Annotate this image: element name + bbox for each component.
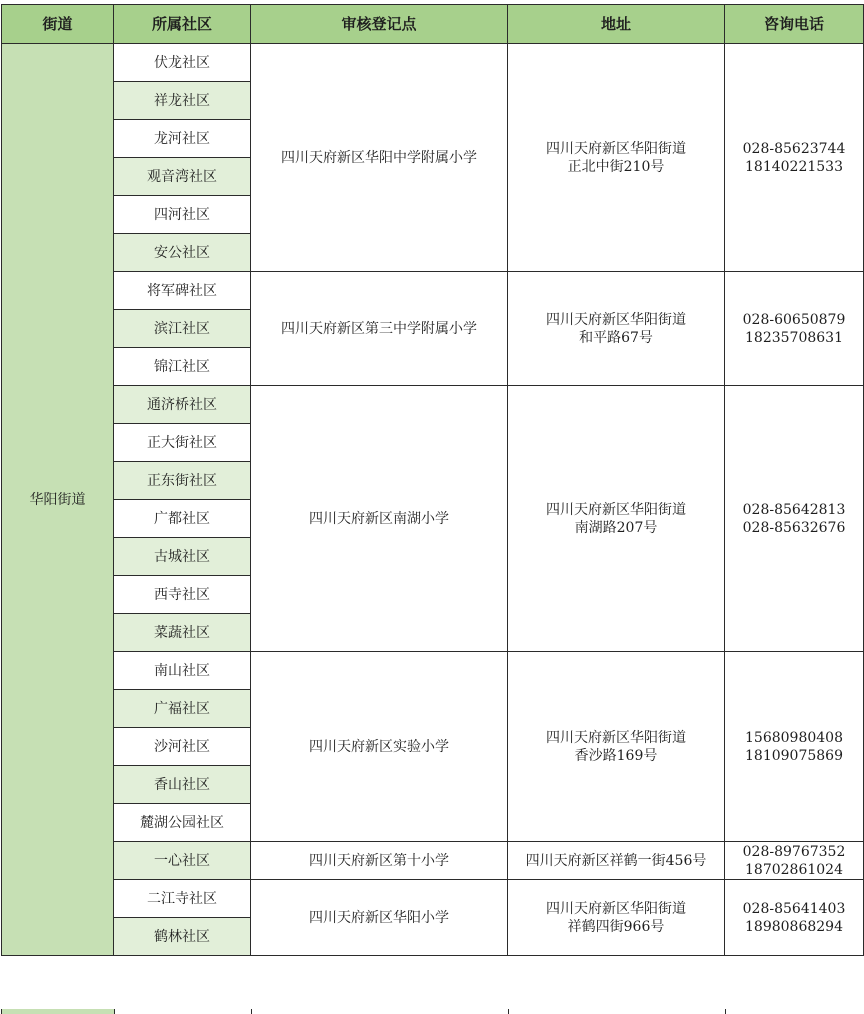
phone-number: 18140221533 xyxy=(745,158,843,175)
address-cell xyxy=(508,652,725,842)
community-cell: 广福社区 xyxy=(114,690,251,728)
community-cell: 菜蔬社区 xyxy=(114,614,251,652)
community-cell: 锦江社区 xyxy=(114,348,251,386)
phone-cell xyxy=(725,272,864,386)
phone-number: 15680980408 xyxy=(745,729,843,746)
community-cell: 滨江社区 xyxy=(114,310,251,348)
address-line: 四川天府新区华阳街道 xyxy=(546,729,686,746)
phone-number: 18980868294 xyxy=(745,918,843,935)
point-cell: 四川天府新区实验小学 xyxy=(251,652,508,842)
address-line: 四川天府新区华阳街道 xyxy=(546,501,686,518)
address-line: 和平路67号 xyxy=(579,329,653,346)
community-cell: 通济桥社区 xyxy=(114,386,251,424)
phone-number: 028-85641403 xyxy=(742,900,846,917)
point-cell: 四川天府新区南湖小学 xyxy=(251,386,508,652)
community-cell: 二江寺社区 xyxy=(114,880,251,918)
column-divider xyxy=(725,1009,726,1014)
community-cell: 麓湖公园社区 xyxy=(114,804,251,842)
community-cell: 观音湾社区 xyxy=(114,158,251,196)
address-cell xyxy=(508,880,725,956)
community-cell: 沙河社区 xyxy=(114,728,251,766)
address-cell xyxy=(508,842,725,880)
address-cell xyxy=(508,272,725,386)
phone-cell xyxy=(725,842,864,880)
address-line: 南湖路207号 xyxy=(574,519,658,536)
address-line: 四川天府新区华阳街道 xyxy=(546,900,686,917)
community-cell: 正大街社区 xyxy=(114,424,251,462)
community-cell: 安公社区 xyxy=(114,234,251,272)
phone-number: 18109075869 xyxy=(745,747,843,764)
table-continuation xyxy=(1,1009,864,1014)
community-cell: 祥龙社区 xyxy=(114,82,251,120)
address-cell xyxy=(508,44,725,272)
table-row xyxy=(2,652,864,690)
street-cell-continuation xyxy=(2,1009,114,1014)
header-point: 审核登记点 xyxy=(251,5,508,44)
header-community: 所属社区 xyxy=(114,5,251,44)
table-row xyxy=(2,386,864,424)
community-cell: 南山社区 xyxy=(114,652,251,690)
point-cell: 四川天府新区华阳中学附属小学 xyxy=(251,44,508,272)
table-row xyxy=(2,44,864,82)
phone-cell xyxy=(725,44,864,272)
header-row xyxy=(2,5,864,44)
community-cell: 鹤林社区 xyxy=(114,918,251,956)
address-line: 祥鹤四街966号 xyxy=(567,918,665,935)
header-street: 街道 xyxy=(2,5,114,44)
address-line: 正北中街210号 xyxy=(567,158,665,175)
community-cell: 将军碑社区 xyxy=(114,272,251,310)
point-cell: 四川天府新区华阳小学 xyxy=(251,880,508,956)
community-cell: 正东街社区 xyxy=(114,462,251,500)
community-cell: 广都社区 xyxy=(114,500,251,538)
address-line: 四川天府新区华阳街道 xyxy=(546,140,686,157)
community-cell: 香山社区 xyxy=(114,766,251,804)
registration-table xyxy=(1,4,864,956)
column-divider xyxy=(508,1009,509,1014)
table-row xyxy=(2,880,864,918)
phone-number: 028-85623744 xyxy=(742,140,846,157)
column-divider xyxy=(114,1009,115,1014)
phone-number: 028-85642813 xyxy=(742,501,846,518)
street-cell: 华阳街道 xyxy=(2,44,114,956)
point-cell: 四川天府新区第十小学 xyxy=(251,842,508,880)
community-cell: 伏龙社区 xyxy=(114,44,251,82)
address-line: 香沙路169号 xyxy=(574,747,658,764)
point-cell: 四川天府新区第三中学附属小学 xyxy=(251,272,508,386)
phone-number: 028-89767352 xyxy=(742,843,846,860)
phone-cell xyxy=(725,652,864,842)
community-cell: 龙河社区 xyxy=(114,120,251,158)
community-cell: 一心社区 xyxy=(114,842,251,880)
phone-cell xyxy=(725,880,864,956)
header-address: 地址 xyxy=(508,5,725,44)
header-phone: 咨询电话 xyxy=(725,5,864,44)
phone-number: 028-85632676 xyxy=(742,519,846,536)
address-line: 四川天府新区华阳街道 xyxy=(546,311,686,328)
phone-cell xyxy=(725,386,864,652)
community-cell: 西寺社区 xyxy=(114,576,251,614)
address-cell xyxy=(508,386,725,652)
phone-number: 028-60650879 xyxy=(742,311,846,328)
column-divider xyxy=(251,1009,252,1014)
table-row xyxy=(2,272,864,310)
community-cell: 古城社区 xyxy=(114,538,251,576)
community-cell: 四河社区 xyxy=(114,196,251,234)
phone-number: 18702861024 xyxy=(745,861,843,878)
address-line: 四川天府新区祥鹤一街456号 xyxy=(525,852,707,869)
phone-number: 18235708631 xyxy=(745,329,843,346)
